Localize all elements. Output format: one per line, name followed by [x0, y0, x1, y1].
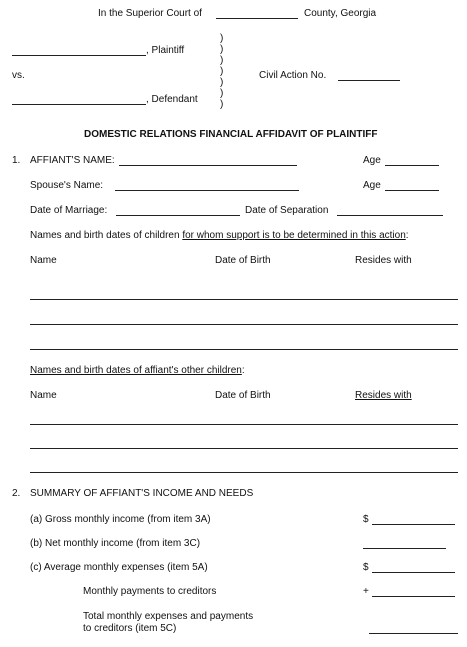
spouse-age-field[interactable]	[385, 190, 439, 191]
spouse-name-field[interactable]	[115, 190, 299, 191]
plaintiff-label: , Plaintiff	[146, 45, 185, 56]
other-children-suffix: :	[241, 365, 245, 376]
other-children-underlined: Names and birth dates of affiant's other children	[30, 365, 242, 376]
plaintiff-name-field[interactable]	[12, 55, 146, 56]
table2-row-1[interactable]	[30, 424, 458, 425]
avg-expenses-field[interactable]	[372, 572, 455, 573]
table1-col-dob: Date of Birth	[215, 255, 271, 266]
net-income-label: (b) Net monthly income (from item 3C)	[30, 538, 201, 549]
other-children-heading	[30, 365, 245, 377]
date-of-separation-label: Date of Separation	[245, 205, 329, 216]
table1-row-3[interactable]	[30, 349, 458, 350]
children-support-underlined: for whom support is to be determined in this action	[182, 230, 406, 241]
spouse-age-label: Age	[363, 180, 381, 191]
section2-title: SUMMARY OF AFFIANT'S INCOME AND NEEDS	[30, 488, 254, 499]
creditors-plus-sign: +	[363, 586, 369, 597]
creditors-label: Monthly payments to creditors	[83, 586, 217, 597]
table2-row-2[interactable]	[30, 448, 458, 449]
affiant-name-label: AFFIANT'S NAME:	[30, 155, 115, 166]
net-income-field[interactable]	[363, 548, 446, 549]
spouse-name-label: Spouse's Name:	[30, 180, 104, 191]
children-support-heading	[30, 230, 409, 242]
table2-row-3[interactable]	[30, 472, 458, 473]
civil-action-label: Civil Action No.	[259, 70, 327, 81]
creditors-field[interactable]	[372, 596, 455, 597]
court-suffix: County, Georgia	[304, 8, 377, 19]
gross-dollar-sign: $	[363, 514, 369, 525]
defendant-name-field[interactable]	[12, 104, 146, 105]
defendant-label: , Defendant	[146, 94, 198, 105]
table1-row-1[interactable]	[30, 299, 458, 300]
caption-parentheses: ) ) ) ) ) ) )	[220, 33, 224, 110]
children-support-prefix: Names and birth dates of children	[30, 230, 183, 241]
table1-row-2[interactable]	[30, 324, 458, 325]
date-of-marriage-label: Date of Marriage:	[30, 205, 108, 216]
affiant-name-field[interactable]	[119, 165, 297, 166]
affiant-age-field[interactable]	[385, 165, 439, 166]
table2-col-dob: Date of Birth	[215, 390, 271, 401]
county-field[interactable]	[216, 18, 298, 19]
children-support-suffix: :	[405, 230, 409, 241]
section2-number: 2.	[12, 488, 21, 499]
section1-number: 1.	[12, 155, 21, 166]
date-of-separation-field[interactable]	[337, 215, 443, 216]
total-label-line1: Total monthly expenses and payments	[83, 611, 254, 622]
gross-income-field[interactable]	[372, 524, 455, 525]
table1-col-name: Name	[30, 255, 57, 266]
avg-expenses-label: (c) Average monthly expenses (item 5A)	[30, 562, 208, 573]
form-title: DOMESTIC RELATIONS FINANCIAL AFFIDAVIT OF PLAINTIFF	[84, 129, 378, 140]
table1-col-resides: Resides with	[355, 255, 412, 266]
gross-income-label: (a) Gross monthly income (from item 3A)	[30, 514, 211, 525]
vs-label: vs.	[12, 70, 25, 81]
court-prefix: In the Superior Court of	[98, 8, 202, 19]
total-label-line2: to creditors (item 5C)	[83, 623, 177, 634]
date-of-marriage-field[interactable]	[116, 215, 240, 216]
table2-col-resides: Resides with	[355, 390, 412, 401]
civil-action-number-field[interactable]	[338, 80, 400, 81]
table2-col-name: Name	[30, 390, 57, 401]
total-field[interactable]	[369, 633, 458, 634]
avg-expenses-dollar-sign: $	[363, 562, 369, 573]
affiant-age-label: Age	[363, 155, 381, 166]
